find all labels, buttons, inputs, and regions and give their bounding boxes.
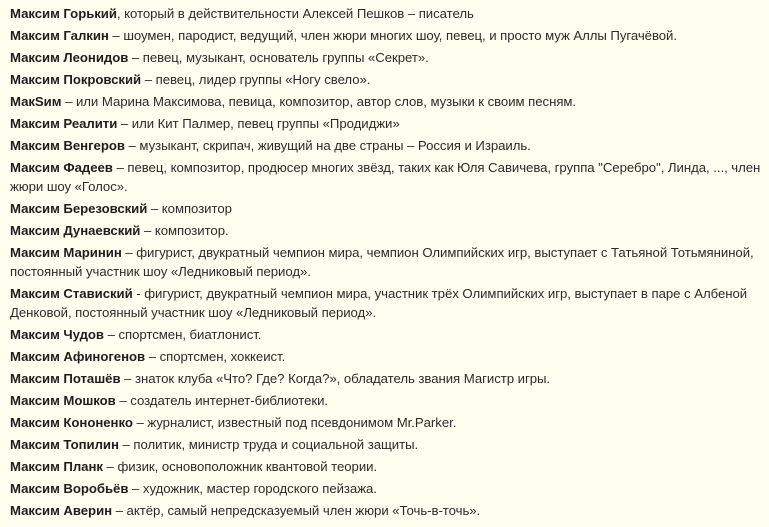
person-name: МакSим xyxy=(10,94,62,109)
person-description: – композитор. xyxy=(140,223,229,238)
list-item xyxy=(10,243,763,281)
person-name: Максим Дунаевский xyxy=(10,223,141,238)
person-name: Максим Березовский xyxy=(10,201,148,216)
person-description: – художник, мастер городского пейзажа. xyxy=(128,481,377,496)
person-description: – спортсмен, хоккеист. xyxy=(145,349,286,364)
person-description: – журналист, известный под псевдонимом Mr.Parker. xyxy=(132,415,457,430)
person-description: , который в действительности Алексей Пешков – писатель xyxy=(116,6,474,21)
list-item xyxy=(10,92,763,111)
list-item xyxy=(10,347,763,366)
person-name: Максим Фадеев xyxy=(10,160,113,175)
list-item xyxy=(10,221,763,240)
person-name: Максим Афиногенов xyxy=(10,349,146,364)
list-item xyxy=(10,479,763,498)
person-description: – певец, композитор, продюсер многих звёзд, таких как Юля Савичева, группа "Серебро", Линда, ..., член жюри шоу «Голос». xyxy=(10,160,761,194)
person-description: – музыкант, скрипач, живущий на две страны – Россия и Израиль. xyxy=(124,138,531,153)
person-name: Максим Чудов xyxy=(10,327,104,342)
list-item xyxy=(10,26,763,45)
list-item xyxy=(10,4,763,23)
person-description: – создатель интернет-библиотеки. xyxy=(115,393,329,408)
person-name: Максим Маринин xyxy=(10,245,122,260)
list-item xyxy=(10,413,763,432)
list-item xyxy=(10,136,763,155)
list-item xyxy=(10,369,763,388)
person-name: Максим Планк xyxy=(10,459,103,474)
person-name: Максим Топилин xyxy=(10,437,119,452)
person-name: Максим Кононенко xyxy=(10,415,133,430)
person-description: – фигурист, двукратный чемпион мира, чемпион Олимпийских игр, выступает с Татьяной Тотьмяниной, постоянный участник шоу «Ледниковый период». xyxy=(10,245,754,279)
person-name: Максим Галкин xyxy=(10,28,109,43)
person-description: – или Кит Палмер, певец группы «Продиджи» xyxy=(117,116,400,131)
person-name: Максим Горький xyxy=(10,6,117,21)
person-description: – певец, лидер группы «Ногу свело». xyxy=(141,72,371,87)
person-name: Максим Воробьёв xyxy=(10,481,129,496)
person-description: – или Марина Максимова, певица, композитор, автор слов, музыки к своим песням. xyxy=(61,94,577,109)
person-name: Максим Мошков xyxy=(10,393,116,408)
person-name: Максим Реалити xyxy=(10,116,118,131)
list-item xyxy=(10,158,763,196)
person-description: – композитор xyxy=(147,201,232,216)
person-name: Максим Покровский xyxy=(10,72,142,87)
list-item xyxy=(10,48,763,67)
person-description: – знаток клуба «Что? Где? Когда?», обладатель звания Магистр игры. xyxy=(120,371,551,386)
list-item xyxy=(10,199,763,218)
person-name: Максим Аверин xyxy=(10,503,113,518)
person-description: – политик, министр труда и социальной защиты. xyxy=(118,437,419,452)
person-description: – спортсмен, биатлонист. xyxy=(103,327,262,342)
person-name: Максим Поташёв xyxy=(10,371,121,386)
person-description: - фигурист, двукратный чемпион мира, участник трёх Олимпийских игр, выступает в паре с Албеной Денковой, постоянный участник шоу «Ледниковый период». xyxy=(10,286,748,320)
person-description: – певец, музыкант, основатель группы «Секрет». xyxy=(128,50,429,65)
list-item xyxy=(10,70,763,89)
person-name: Максим Леонидов xyxy=(10,50,129,65)
person-description: – шоумен, пародист, ведущий, член жюри многих шоу, певец, и просто муж Аллы Пугачёвой. xyxy=(108,28,677,43)
list-item xyxy=(10,391,763,410)
list-item xyxy=(10,325,763,344)
person-description: – физик, основоположник квантовой теории. xyxy=(102,459,378,474)
person-name: Максим Венгеров xyxy=(10,138,125,153)
person-name: Максим Ставиский xyxy=(10,286,133,301)
list-item xyxy=(10,114,763,133)
list-item xyxy=(10,435,763,454)
list-item xyxy=(10,457,763,476)
list-item xyxy=(10,501,763,520)
list-item xyxy=(10,284,763,322)
person-description: – актёр, самый непредсказуемый член жюри «Точь-в-точь». xyxy=(112,503,481,518)
